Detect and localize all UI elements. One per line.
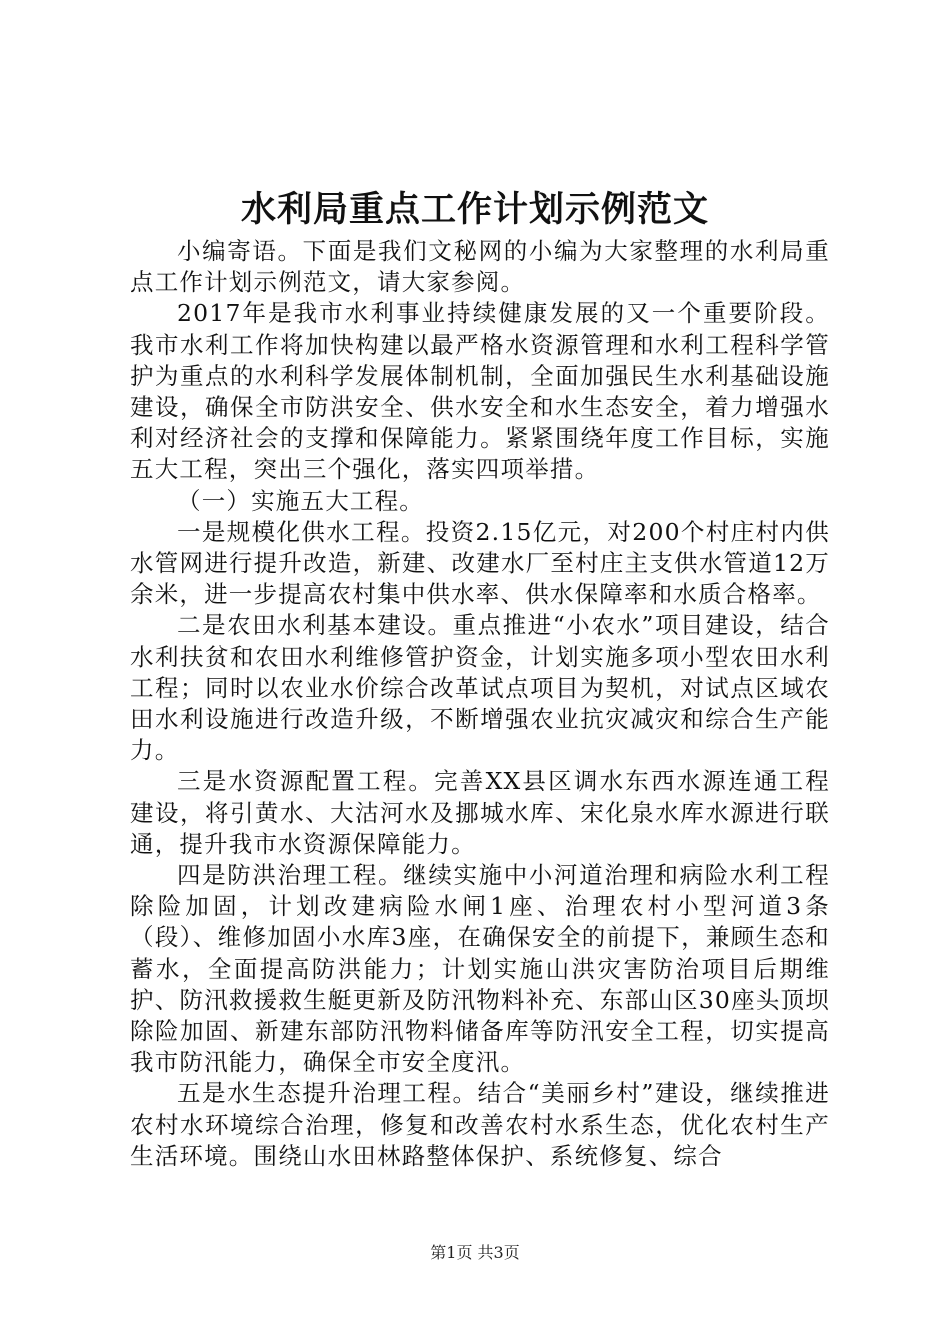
paragraph-item-5: 五是水生态提升治理工程。结合“美丽乡村”建设，继续推进农村水环境综合治理，修复和改善农村水系生态，优化农村生产生活环境。围绕山水田林路整体保护、系统修复、综合 xyxy=(130,1079,830,1170)
paragraph-overview: 2017年是我市水利事业持续健康发展的又一个重要阶段。我市水利工作将加快构建以最严格水资源管理和水利工程科学管护为重点的水利科学发展体制机制，全面加强民生水利基础设施建设，确保全市防洪安全、供水安全和水生态安全，着力增强水利对经济社会的支撑和保障能力。紧紧围绕年度工作目标，实施五大工程，突出三个强化，落实四项举措。 xyxy=(130,299,830,484)
section-heading: （一）实施五大工程。 xyxy=(177,486,424,515)
document-title: 水利局重点工作计划示例范文 xyxy=(240,189,709,230)
page-number-footer: 第1页 共3页 xyxy=(430,1243,520,1262)
document-body xyxy=(130,236,830,1172)
paragraph-intro: 小编寄语。下面是我们文秘网的小编为大家整理的水利局重点工作计划示例范文，请大家参阅。 xyxy=(130,237,830,297)
paragraph-item-2: 二是农田水利基本建设。重点推进“小农水”项目建设，结合水利扶贫和农田水利维修管护资金，计划实施多项小型农田水利工程；同时以农业水价综合改革试点项目为契机，对试点区域农田水利设施进行改造升级，不断增强农业抗灾减灾和综合生产能力。 xyxy=(130,611,830,765)
paragraph-item-4: 四是防洪治理工程。继续实施中小河道治理和病险水利工程除险加固，计划改建病险水闸1座、治理农村小型河道3条（段）、维修加固小水库3座，在确保安全的前提下，兼顾生态和蓄水，全面提高防洪能力；计划实施山洪灾害防治项目后期维护、防汛救援救生艇更新及防汛物料补充、东部山区30座头顶坝除险加固、新建东部防汛物料储备库等防汛安全工程，切实提高我市防汛能力，确保全市安全度汛。 xyxy=(130,861,830,1077)
paragraph-item-1: 一是规模化供水工程。投资2.15亿元，对200个村庄村内供水管网进行提升改造，新建、改建水厂至村庄主支供水管道12万余米，进一步提高农村集中供水率、供水保障率和水质合格率。 xyxy=(130,517,830,609)
paragraph-item-3: 三是水资源配置工程。完善XX县区调水东西水源连通工程建设，将引黄水、大沽河水及挪城水库、宋化泉水库水源进行联通，提升我市水资源保障能力。 xyxy=(130,767,830,858)
